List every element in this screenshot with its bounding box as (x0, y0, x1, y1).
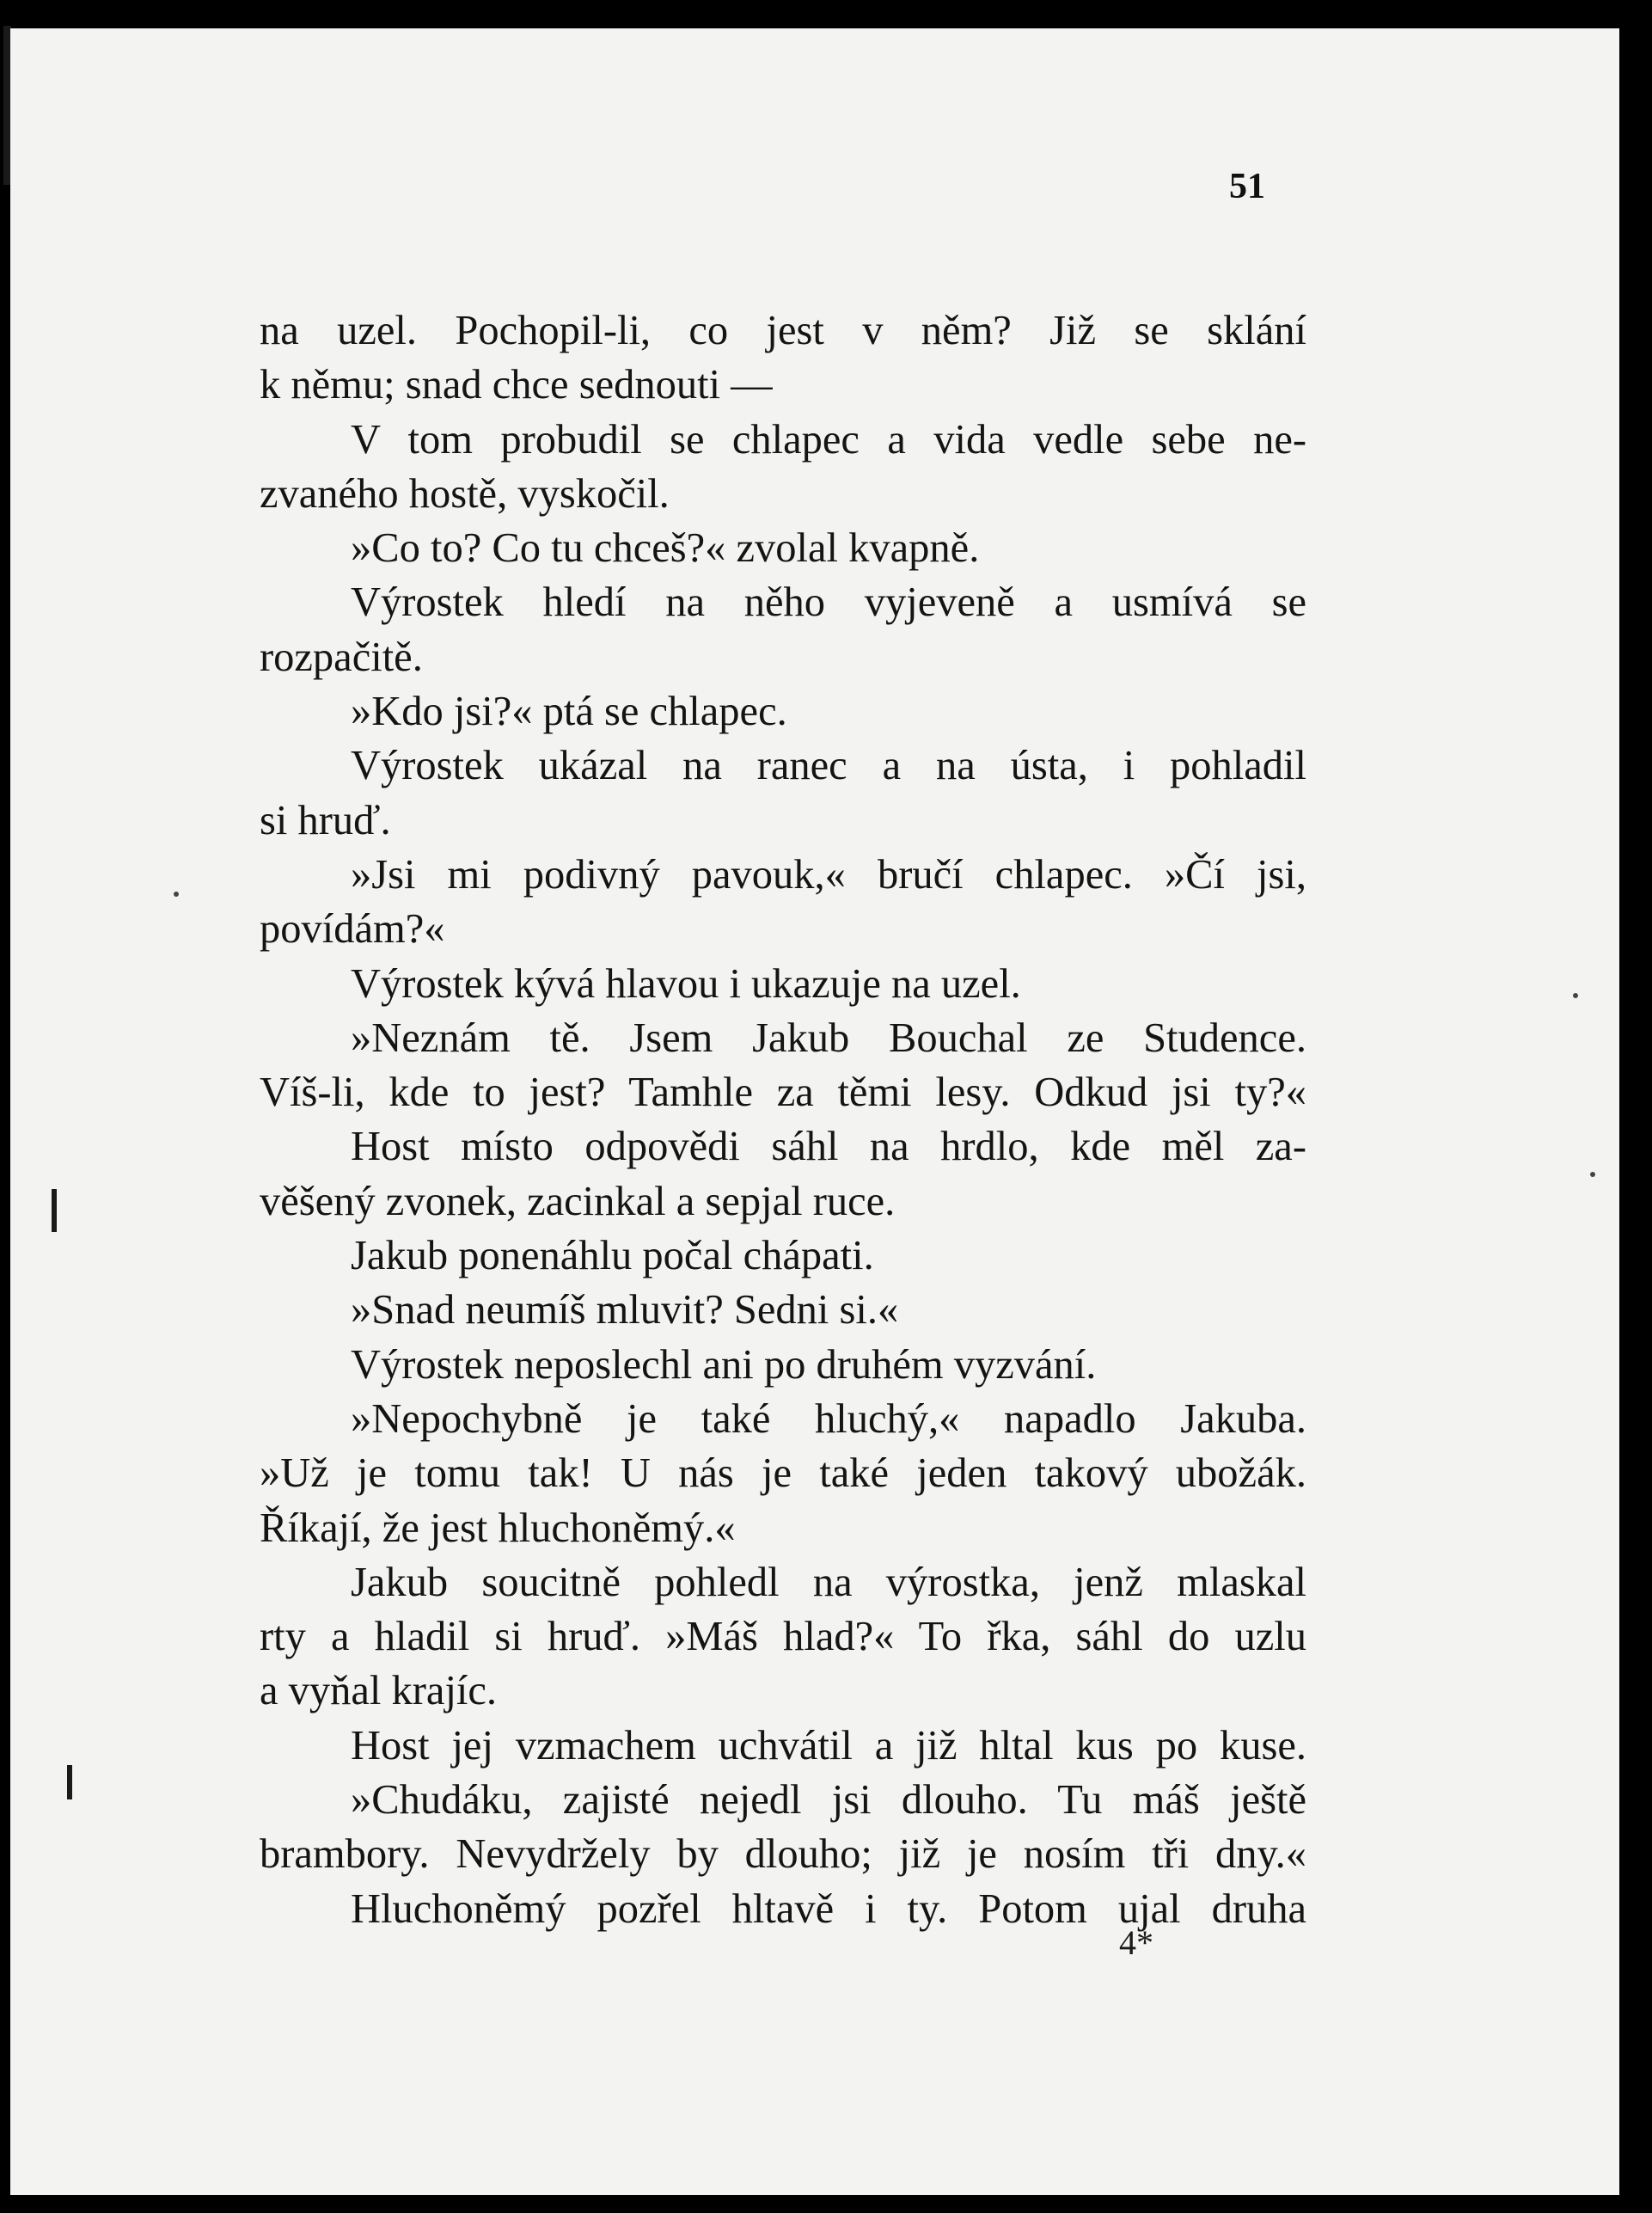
text-line: »Chudáku, zajisté nejedl jsi dlouho. Tu máš ještě (351, 1777, 1306, 1824)
text-line: Výrostek kývá hlavou i ukazuje na uzel. (351, 960, 1021, 1007)
text-line: a vyňal krajíc. (260, 1668, 498, 1714)
book-page (10, 28, 1619, 2195)
page-number: 51 (1229, 167, 1265, 206)
text-line: V tom probudil se chlapec a vida vedle sebe ne- (351, 416, 1306, 463)
text-line: rty a hladil si hruď. »Máš hlad?« To řka, sáhl do uzlu (260, 1614, 1306, 1660)
text-line: »Už je tomu tak! U nás je také jeden takový ubožák. (260, 1450, 1306, 1497)
text-line: Jakub soucitně pohledl na výrostka, jenž mlaskal (351, 1559, 1306, 1605)
text-line: »Snad neumíš mluvit? Sedni si.« (351, 1287, 899, 1333)
text-line: povídám?« (260, 906, 445, 953)
dust-speck (1590, 1172, 1595, 1177)
text-line: Víš-li, kde to jest? Tamhle za těmi lesy. Odkud jsi ty?« (260, 1070, 1306, 1116)
text-line: Host jej vzmachem uchvátil a již hltal kus po kuse. (351, 1722, 1306, 1769)
text-line: »Kdo jsi?« ptá se chlapec. (351, 689, 787, 735)
text-line: věšený zvonek, zacinkal a sepjal ruce. (260, 1178, 896, 1224)
text-line: zvaného hostě, vyskočil. (260, 470, 670, 517)
text-line: Výrostek hledí na něho vyjeveně a usmívá se (351, 579, 1306, 626)
text-line: »Co to? Co tu chceš?« zvolal kvapně. (351, 525, 980, 572)
signature-mark: 4* (1119, 1923, 1153, 1962)
text-line: »Nepochybně je také hluchý,« napadlo Jakuba. (351, 1395, 1306, 1442)
text-line: Výrostek neposlechl ani po druhém vyzvání. (351, 1341, 1097, 1388)
text-line: Říkají, že jest hluchoněmý.« (260, 1505, 736, 1551)
dust-speck (1573, 993, 1578, 998)
scan-edge-mark (52, 1189, 57, 1232)
body-text (260, 303, 1306, 1936)
scan-edge-mark (67, 1765, 72, 1799)
text-line: brambory. Nevydržely by dlouho; již je nosím tři dny.« (260, 1831, 1306, 1878)
text-line: k němu; snad chce sednouti — (260, 362, 773, 408)
text-line: si hruď. (260, 797, 391, 843)
text-line: Jakub ponenáhlu počal chápati. (351, 1233, 874, 1279)
dust-speck (174, 892, 179, 897)
text-line: na uzel. Pochopil-li, co jest v něm? Již se sklání (260, 308, 1306, 353)
text-line: »Jsi mi podivný pavouk,« bručí chlapec. »Čí jsi, (351, 851, 1306, 898)
text-line: rozpačitě. (260, 634, 423, 680)
text-line: Host místo odpovědi sáhl na hrdlo, kde měl za- (351, 1124, 1306, 1170)
text-line: »Neznám tě. Jsem Jakub Bouchal ze Studence. (351, 1015, 1306, 1061)
text-line: Hluchoněmý pozřel hltavě i ty. Potom ujal druha (351, 1885, 1306, 1932)
text-line: Výrostek ukázal na ranec a na ústa, i pohladil (351, 743, 1306, 789)
